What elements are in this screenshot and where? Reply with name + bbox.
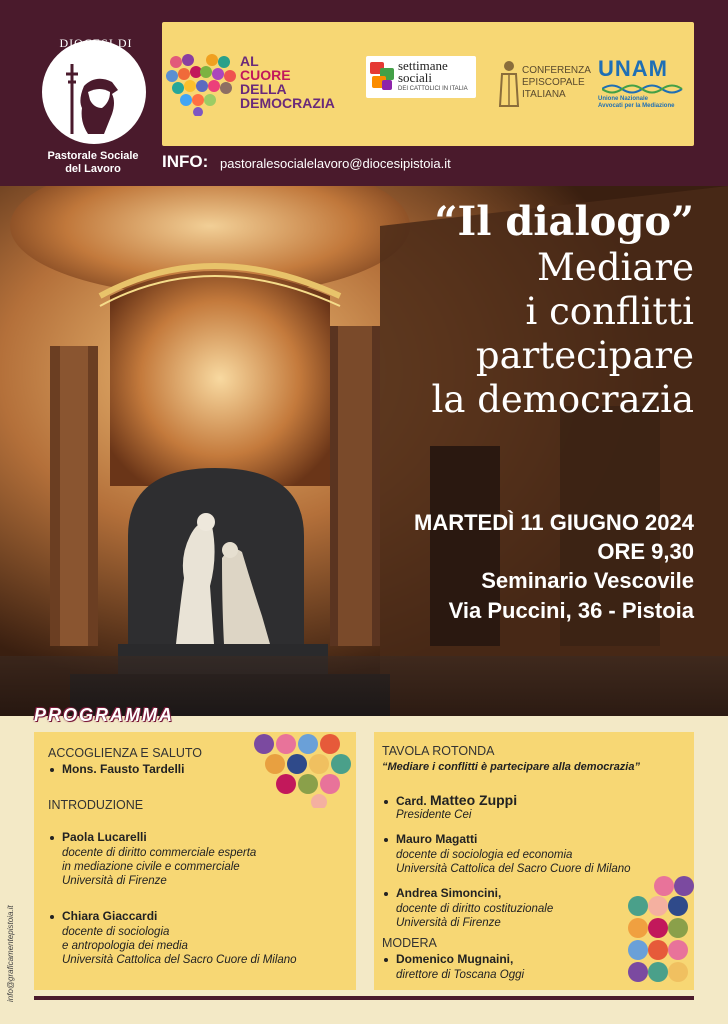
cei-line1: CONFERENZA [522,65,591,76]
settimane-title [398,60,448,84]
event-address: Via Puccini, 36 - Pistoia [448,598,694,623]
speech-bubbles-icon [370,62,396,92]
speaker1-role1: docente di diritto commerciale esperta [62,847,257,859]
event-title-main: “Il dialogo” [434,198,694,245]
cei-line2: EPISCOPALE [522,77,585,88]
settimane-line2: sociali [398,70,432,85]
speaker1-role3: Università di Firenze [62,875,167,887]
program-left-panel [34,732,356,990]
panelist2-role [396,848,631,876]
bullet [384,800,388,804]
panelist1-role: Presidente Cei [396,809,472,821]
speaker1-role2: in mediazione civile e commerciale [62,861,240,873]
event-details [274,508,694,626]
designer-credit: info@graficamentepistoia.it [6,905,15,1002]
program-right-panel [374,732,694,990]
panelist3-role [396,902,553,930]
panelist1 [396,792,517,808]
speaker1-name: Paola Lucarelli [62,830,147,844]
decorative-dots-icon [246,732,356,808]
partner-logos-banner [162,22,694,146]
bullet [50,836,54,840]
settimane-sociali-logo [366,56,476,98]
unam-sub1: Unione Nazionale [598,96,649,102]
speaker2-role [62,925,297,967]
bullet [50,915,54,919]
welcome-name: Fausto Tardelli [100,762,185,776]
panelist1-name: Matteo Zuppi [430,792,518,808]
panelist2-role1: docente di sociologia ed economia [396,849,573,861]
event-title [274,198,694,422]
al-cuore-line1: AL [240,53,259,69]
event-time: ORE 9,30 [597,539,694,564]
round-table-subtitle: “Mediare i conflitti è partecipare alla democrazia” [382,761,640,773]
welcome-heading: ACCOGLIENZA E SALUTO [48,746,202,760]
diocese-name: DIOCESI DI PISTOIA [59,36,133,65]
unam-logo-subtitle [598,96,674,110]
speaker2-role2: e antropologia dei media [62,940,188,952]
al-cuore-logo-text [240,54,335,110]
panelist3-name: Andrea Simoncini, [396,886,502,900]
info-label: INFO: [162,152,209,171]
settimane-line1: settimane [398,58,448,73]
info-email-link[interactable]: pastoralesocialelavoro@diocesipistoia.it [220,156,451,171]
panelist2-role2: Università Cattolica del Sacro Cuore di Milano [396,863,631,875]
office-name-line1: Pastorale Sociale [47,150,139,162]
bullet [384,892,388,896]
moderator-heading: MODERA [382,936,437,950]
bullet [384,838,388,842]
al-cuore-line4: DEMOCRAZIA [240,95,335,111]
decorative-dots-icon [624,874,694,990]
welcome-title: Mons. [62,762,100,776]
speaker2-name: Chiara Giaccardi [62,909,158,923]
panelist1-title: Card. [396,794,431,808]
speaker2-role1: docente di sociologia [62,926,170,938]
header-bar [0,0,728,186]
event-date: MARTEDÌ 11 GIUGNO 2024 [414,510,694,535]
unam-sub2: Avvocati per la Mediazione [598,103,675,109]
speaker2-role3: Università Cattolica del Sacro Cuore di Milano [62,954,297,966]
event-title-line3: partecipare [475,334,694,377]
office-name-line2: del Lavoro [65,163,121,175]
cei-logo-text [522,65,591,101]
cei-line3: ITALIANA [522,89,566,100]
panelist3-role1: docente di diritto costituzionale [396,903,554,915]
footer-divider [34,996,694,1000]
event-title-line2: i conflitti [525,290,694,333]
settimane-subtitle: DEI CATTOLICI IN ITALIA [398,86,468,92]
event-title-line4: la democrazia [431,378,694,421]
speaker1-role [62,846,256,888]
event-venue: Seminario Vescovile [481,568,694,593]
dna-wave-icon [602,82,686,96]
program-heading: PROGRAMMA [34,705,174,725]
al-cuore-line3: DELLA [240,81,287,97]
round-table-heading: TAVOLA ROTONDA [382,744,495,758]
panelist2-name: Mauro Magatti [396,832,478,846]
office-name [32,150,154,176]
welcome-speaker [62,762,184,776]
unam-logo-title: UNAM [598,56,668,81]
intro-heading: INTRODUZIONE [48,798,144,812]
heart-people-icon [166,52,236,116]
bullet [384,958,388,962]
bullet [50,768,54,772]
event-title-line1: Mediare [537,246,694,289]
moderator-role: direttore di Toscana Oggi [396,969,525,981]
panelist3-role2: Università di Firenze [396,917,501,929]
moderator-name: Domenico Mugnaini, [396,952,514,966]
al-cuore-line2: CUORE [240,67,291,83]
cei-figure-icon [498,58,520,108]
